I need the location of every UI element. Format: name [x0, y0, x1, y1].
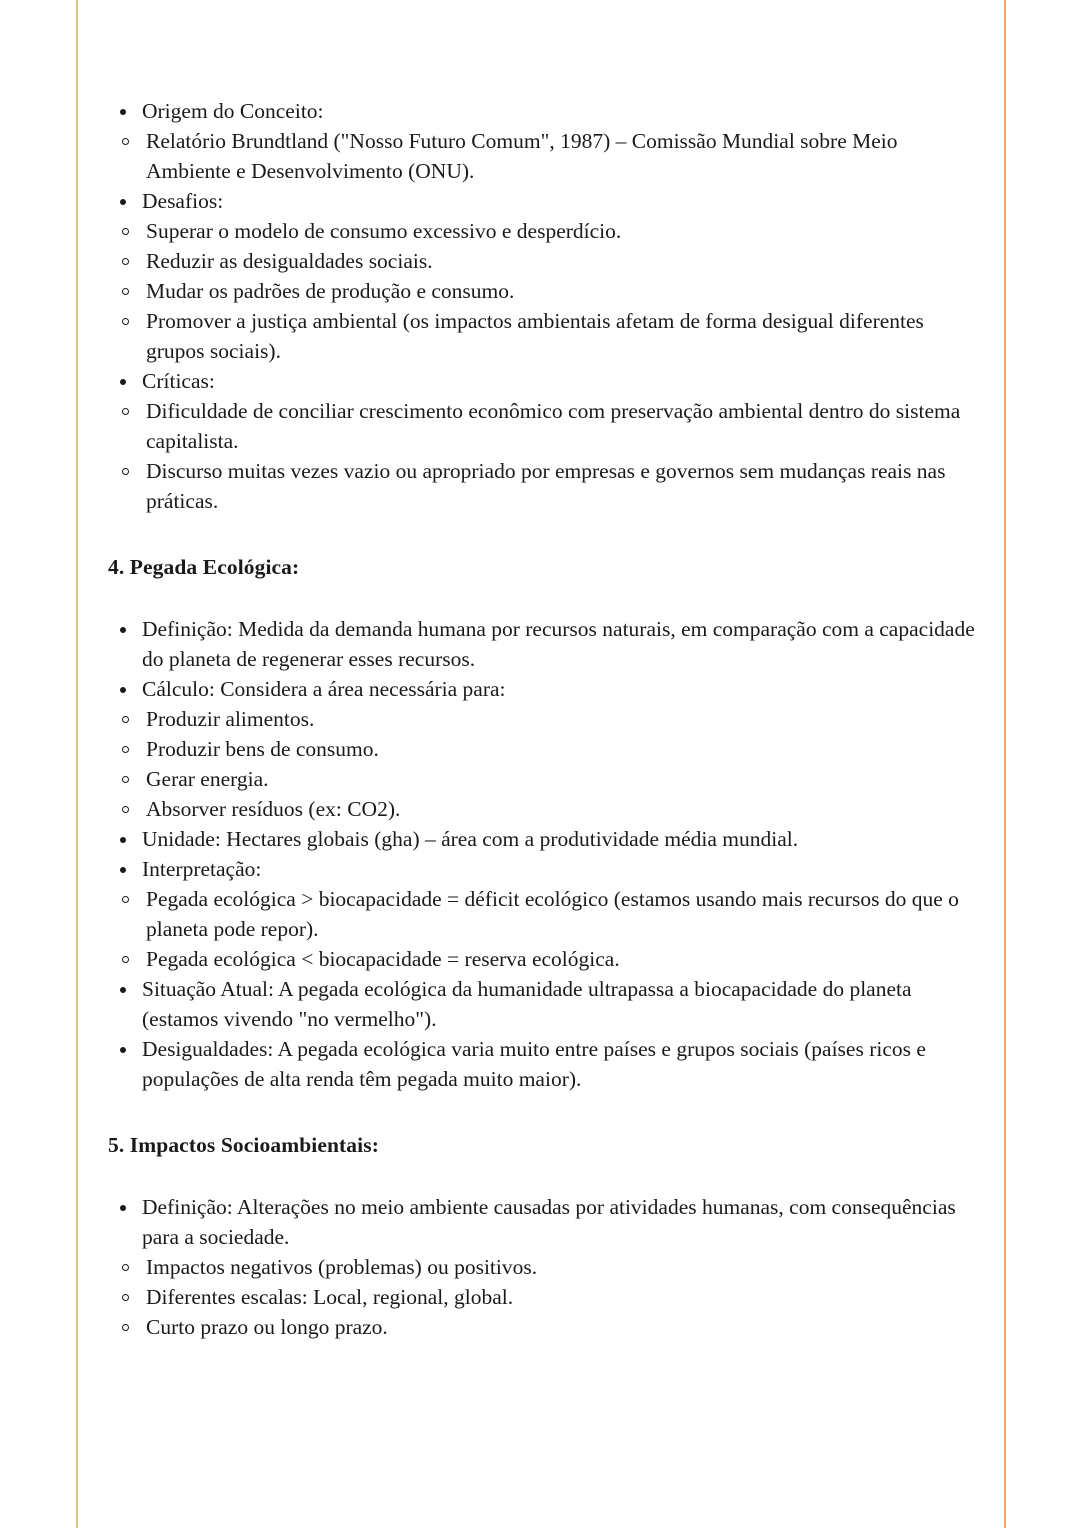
bullet-item-text: Superar o modelo de consumo excessivo e desperdício. [146, 219, 622, 243]
bullet-list-level-1 [108, 96, 980, 516]
bullet-item-text: Produzir bens de consumo. [146, 737, 379, 761]
heading-spacer-after [108, 1160, 980, 1192]
disc-bullet-icon [120, 186, 127, 216]
circle-bullet-icon [122, 944, 130, 974]
bullet-item-level-2 [108, 1312, 980, 1342]
right-margin-rule [1004, 0, 1006, 1528]
bullet-item-level-2 [108, 734, 980, 764]
bullet-item-level-2 [108, 1282, 980, 1312]
bullet-item-level-1 [108, 96, 980, 126]
heading-spacer-after [108, 582, 980, 614]
bullet-item-text: Relatório Brundtland ("Nosso Futuro Comum", 1987) – Comissão Mundial sobre Meio Ambiente e Desenvolvimento (ONU). [146, 129, 898, 183]
circle-bullet-icon [122, 884, 130, 914]
sublist-container [108, 126, 980, 186]
bullet-list-level-2 [108, 216, 980, 366]
circle-bullet-icon [122, 276, 130, 306]
bullet-item-text: Origem do Conceito: [142, 99, 324, 123]
bullet-item-text: Pegada ecológica < biocapacidade = reserva ecológica. [146, 947, 620, 971]
disc-bullet-icon [120, 674, 127, 704]
bullet-item-level-2 [108, 884, 980, 944]
bullet-list-level-1 [108, 1192, 980, 1342]
bullet-item-level-1 [108, 974, 980, 1034]
circle-bullet-icon [122, 1282, 130, 1312]
bullet-list-level-2 [108, 704, 980, 824]
bullet-item-text: Críticas: [142, 369, 215, 393]
bullet-item-level-2 [108, 944, 980, 974]
bullet-item-level-1 [108, 824, 980, 854]
heading-spacer-before [108, 1094, 980, 1130]
bullet-item-text: Definição: Alterações no meio ambiente causadas por atividades humanas, com consequências para a sociedade. [142, 1195, 956, 1249]
section-heading: 4. Pegada Ecológica: [108, 555, 300, 579]
disc-bullet-icon [120, 1034, 127, 1064]
circle-bullet-icon [122, 456, 130, 486]
bullet-item-level-1 [108, 186, 980, 216]
bullet-list-level-2 [108, 126, 980, 186]
circle-bullet-icon [122, 794, 130, 824]
bullet-item-level-2 [108, 396, 980, 456]
bullet-item-text: Curto prazo ou longo prazo. [146, 1315, 388, 1339]
sublist-container [108, 884, 980, 974]
bullet-item-text: Desafios: [142, 189, 224, 213]
circle-bullet-icon [122, 1252, 130, 1282]
disc-bullet-icon [120, 96, 127, 126]
left-margin-rule [76, 0, 78, 1528]
bullet-list-level-1 [108, 614, 980, 1094]
bullet-item-level-2 [108, 456, 980, 516]
circle-bullet-icon [122, 1312, 130, 1342]
disc-bullet-icon [120, 824, 127, 854]
bullet-item-text: Mudar os padrões de produção e consumo. [146, 279, 515, 303]
bullet-list-level-2 [108, 884, 980, 974]
sublist-container [108, 216, 980, 366]
sublist-container [108, 1252, 980, 1342]
bullet-list-level-2 [108, 1252, 980, 1342]
bullet-item-text: Unidade: Hectares globais (gha) – área com a produtividade média mundial. [142, 827, 799, 851]
disc-bullet-icon [120, 366, 127, 396]
bullet-item-level-2 [108, 764, 980, 794]
bullet-item-level-2 [108, 216, 980, 246]
bullet-item-text: Cálculo: Considera a área necessária para: [142, 677, 506, 701]
bullet-item-text: Desigualdades: A pegada ecológica varia muito entre países e grupos sociais (países ricos e populações de alta renda têm pegada muito maior). [142, 1037, 926, 1091]
circle-bullet-icon [122, 216, 130, 246]
bullet-item-text: Diferentes escalas: Local, regional, global. [146, 1285, 514, 1309]
circle-bullet-icon [122, 306, 130, 336]
bullet-item-text: Definição: Medida da demanda humana por recursos naturais, em comparação com a capacidade do planeta de regenerar esses recursos. [142, 617, 975, 671]
bullet-item-text: Absorver resíduos (ex: CO2). [146, 797, 401, 821]
disc-bullet-icon [120, 974, 127, 1004]
circle-bullet-icon [122, 704, 130, 734]
bullet-item-level-1 [108, 614, 980, 674]
disc-bullet-icon [120, 854, 127, 884]
bullet-item-level-1 [108, 674, 980, 704]
bullet-item-text: Situação Atual: A pegada ecológica da humanidade ultrapassa a biocapacidade do planeta (estamos vivendo "no vermelho"). [142, 977, 912, 1031]
circle-bullet-icon [122, 246, 130, 276]
bullet-item-level-2 [108, 126, 980, 186]
sublist-container [108, 704, 980, 824]
bullet-item-text: Reduzir as desigualdades sociais. [146, 249, 433, 273]
bullet-item-text: Dificuldade de conciliar crescimento econômico com preservação ambiental dentro do sistema capitalista. [146, 399, 961, 453]
circle-bullet-icon [122, 764, 130, 794]
bullet-item-level-1 [108, 366, 980, 396]
bullet-item-level-2 [108, 276, 980, 306]
circle-bullet-icon [122, 734, 130, 764]
disc-bullet-icon [120, 1192, 127, 1222]
bullet-item-level-2 [108, 246, 980, 276]
document-content [108, 96, 980, 1342]
bullet-list-level-2 [108, 396, 980, 516]
bullet-item-level-2 [108, 306, 980, 366]
circle-bullet-icon [122, 396, 130, 426]
bullet-item-level-2 [108, 794, 980, 824]
heading-spacer-before [108, 516, 980, 552]
bullet-item-text: Interpretação: [142, 857, 262, 881]
bullet-item-text: Pegada ecológica > biocapacidade = déficit ecológico (estamos usando mais recursos do que o planeta pode repor). [146, 887, 959, 941]
bullet-item-level-2 [108, 704, 980, 734]
bullet-item-level-2 [108, 1252, 980, 1282]
sublist-container [108, 396, 980, 516]
bullet-item-text: Impactos negativos (problemas) ou positivos. [146, 1255, 538, 1279]
circle-bullet-icon [122, 126, 130, 156]
bullet-item-level-1 [108, 1192, 980, 1252]
bullet-item-text: Produzir alimentos. [146, 707, 315, 731]
bullet-item-level-1 [108, 854, 980, 884]
bullet-item-text: Discurso muitas vezes vazio ou apropriado por empresas e governos sem mudanças reais nas práticas. [146, 459, 946, 513]
bullet-item-text: Promover a justiça ambiental (os impactos ambientais afetam de forma desigual diferentes grupos sociais). [146, 309, 924, 363]
section-heading: 5. Impactos Socioambientais: [108, 1133, 379, 1157]
bullet-item-level-1 [108, 1034, 980, 1094]
disc-bullet-icon [120, 614, 127, 644]
bullet-item-text: Gerar energia. [146, 767, 269, 791]
